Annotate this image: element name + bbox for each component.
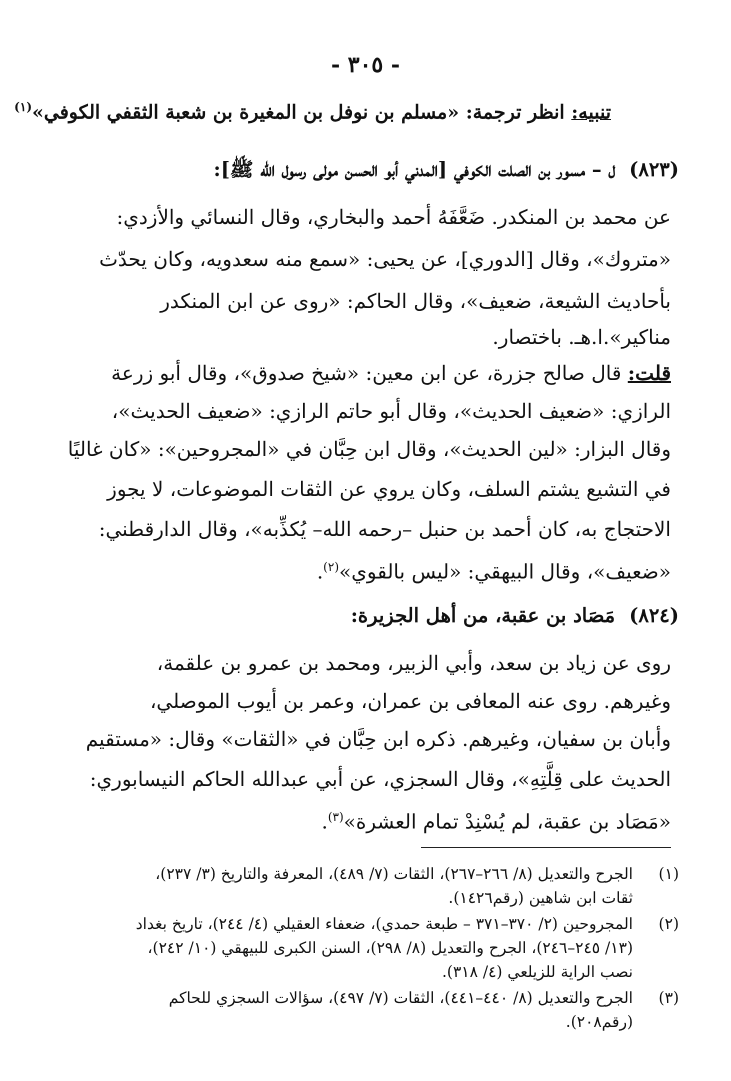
footnote-1-number: (١) [658, 865, 679, 883]
entry-824-number: (٨٢٤) [629, 604, 679, 627]
qult-line-6 [59, 548, 671, 586]
entry-824-line-5 [59, 798, 671, 836]
footnote-1-text [51, 862, 633, 910]
footnote-3-number: (٣) [658, 989, 679, 1007]
footnote-2-line-2: (١٣/ ٢٤٥–٢٤٦)، الجرح والتعديل (٨/ ٢٩٨)، السنن الكبرى للبيهقي (١٠/ ٢٤٢)، [147, 939, 633, 957]
qult-end-period: . [316, 559, 324, 584]
entry-823-number: (٨٢٣) [629, 158, 679, 181]
entry-824-line-2: وغيرهم. روى عنه المعافى بن عمران، وعمر بن أيوب الموصلي، [149, 689, 671, 713]
footnote-3-line-1: الجرح والتعديل (٨/ ٤٤٠–٤٤١)، الثقات (٧/ ٤٩٧)، سؤالات السجزي للحاكم [168, 989, 633, 1007]
entry-824-line-3: وأبان بن سفيان، وغيرهم. ذكره ابن حِبَّان في «الثقات» وقال: «مستقيم [85, 727, 671, 751]
footnote-ref-1[interactable]: (١) [14, 100, 32, 114]
qult-line-4: في التشيع يشتم السلف، وكان يروي عن الثقات الموضوعات، لا يجوز [107, 477, 671, 501]
footnote-2-text [51, 912, 633, 984]
entry-824-text-5: «مَصَاد بن عقبة، لم يُسْنِدْ تمام العشرة» [343, 809, 671, 834]
qult-text-6: «ضعيف»، وقال البيهقي: «ليس بالقوي» [339, 559, 671, 584]
footnote-3-text [51, 986, 633, 1034]
footnote-1-line-2: ثقات ابن شاهين (رقم١٤٢٦). [448, 889, 633, 907]
note-label: تنبيه: [571, 101, 611, 124]
qult-line-1 [59, 354, 671, 392]
footnote-1 [51, 862, 679, 910]
entry-823-line-3: بأحاديث الشيعة، ضعيف»، وقال الحاكم: «روى عن ابن المنكدر [160, 289, 671, 313]
entry-824-end-period: . [321, 809, 328, 834]
footnote-3 [51, 986, 679, 1034]
entry-823-line-2: «متروك»، وقال [الدوري]، عن يحيى: «سمع منه سعدويه، وكان يحدّث [99, 247, 671, 271]
entry-823-line-1: عن محمد بن المنكدر. ضَعَّفَهُ أحمد والبخاري، وقال النسائي والأزدي: [116, 205, 671, 229]
qult-line-3: وقال البزار: «لين الحديث»، وقال ابن حِبَّان في «المجروحين»: «كان غاليًا [67, 437, 671, 461]
qult-label: قلت: [627, 361, 671, 385]
footnote-2 [51, 912, 679, 984]
entry-823-title: ل – مسور بن الصلت الكوفي [المدني أبو الحسن مولى رسول الله ﷺ]: [213, 158, 616, 181]
footnote-3-line-2: (رقم٢٠٨). [565, 1013, 633, 1031]
footnote-2-line-3: نصب الراية للزيلعي (٤/ ٣١٨). [441, 963, 633, 981]
entry-824-heading [39, 604, 679, 627]
qult-text-1: قال صالح جزرة، عن ابن معين: «شيخ صدوق»، وقال أبو زرعة [111, 361, 628, 385]
qult-line-5: الاحتجاج به، كان أحمد بن حنبل –رحمه الله– يُكذِّبه»، وقال الدارقطني: [98, 517, 671, 541]
footnote-ref-3[interactable]: (٣) [327, 810, 344, 824]
page-number: - ٣٠٥ - [330, 52, 401, 78]
footnote-2-line-1: المجروحين (٢/ ٣٧٠–٣٧١ – طبعة حمدي)، ضعفاء العقيلي (٤/ ٢٤٤)، تاريخ بغداد [135, 915, 633, 933]
footnote-ref-2[interactable]: (٢) [323, 560, 339, 574]
note-line [14, 100, 611, 124]
note-text: انظر ترجمة: «مسلم بن نوفل بن المغيرة بن شعبة الثقفي الكوفي» [32, 101, 572, 124]
entry-823-line-4: مناكير».ا.هـ. باختصار. [492, 325, 671, 349]
footnote-separator [421, 847, 671, 848]
qult-line-2: الرازي: «ضعيف الحديث»، وقال أبو حاتم الرازي: «ضعيف الحديث»، [111, 399, 671, 423]
entry-824-line-1: روى عن زياد بن سعد، وأبي الزبير، ومحمد بن عمرو بن علقمة، [156, 651, 671, 675]
footnote-1-line-1: الجرح والتعديل (٨/ ٢٦٦–٢٦٧)، الثقات (٧/ ٤٨٩)، المعرفة والتاريخ (٣/ ٢٣٧)، [155, 865, 633, 883]
entry-824-line-4: الحديث على قِلَّتِهِ»، وقال السجزي، عن أبي عبدالله الحاكم النيسابوري: [89, 767, 671, 791]
entry-824-title: مَصَاد بن عقبة، من أهل الجزيرة: [350, 604, 616, 627]
entry-823-heading [39, 158, 679, 186]
footnote-2-number: (٢) [658, 915, 679, 933]
